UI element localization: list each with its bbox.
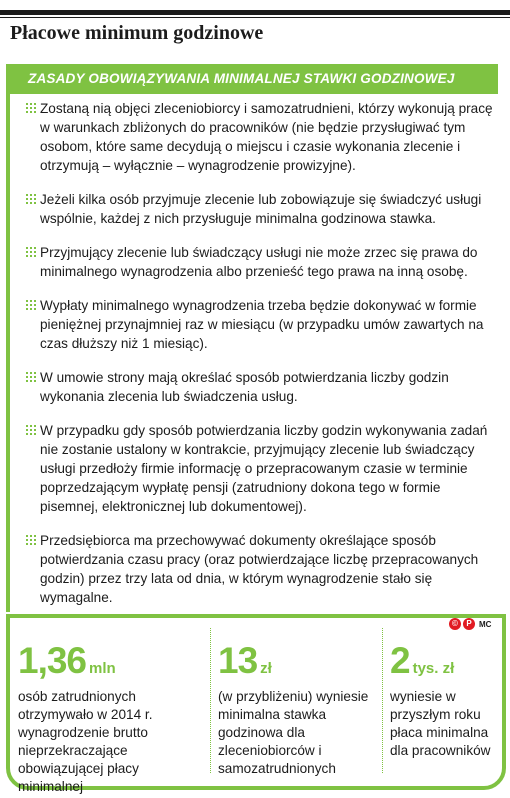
grid-bullet-icon bbox=[26, 300, 36, 310]
grid-bullet-icon bbox=[26, 103, 36, 113]
rule-item bbox=[26, 531, 496, 607]
rule-text: Przyjmujący zlecenie lub świadczący usługi nie może zrzec się prawa do minimalnego wynagrodzenia albo przenieść tego prawa na inną osobę. bbox=[40, 245, 478, 279]
stat-description: osób zatrudnionych otrzymywało w 2014 r. wynagrodzenie brutto nieprzekraczające obowiązującej płacy minimalnej bbox=[18, 689, 153, 794]
stat-unit: mln bbox=[89, 660, 116, 677]
grid-bullet-icon bbox=[26, 425, 36, 435]
rule-item bbox=[26, 296, 496, 353]
stat-number: 13 bbox=[218, 640, 258, 681]
rule-item bbox=[26, 421, 496, 516]
rule-text: Przedsiębiorca ma przechowywać dokumenty określające sposób potwierdzania czasu pracy (oraz potwierdzające liczbę przepracowanych godzin) przez trzy lata od dnia, w którym wynagrodzenie stało się wymagalne. bbox=[40, 533, 479, 605]
rule-text: Jeżeli kilka osób przyjmuje zlecenie lub zobowiązuje się świadczyć usługi wspólnie, każdej z nich przysługuje minimalna godzinowa stawka. bbox=[40, 192, 482, 226]
page-title: Płacowe minimum godzinowe bbox=[10, 22, 264, 44]
stat-hourly-rate bbox=[218, 618, 378, 786]
grid-bullet-icon bbox=[26, 372, 36, 382]
stat-value bbox=[390, 640, 454, 682]
rule-item bbox=[26, 190, 496, 228]
logo-text: MC bbox=[479, 619, 492, 629]
stat-unit: tys. zł bbox=[412, 660, 455, 677]
grid-bullet-icon bbox=[26, 535, 36, 545]
rule-item bbox=[26, 368, 496, 406]
rule-text: Zostaną nią objęci zleceniobiorcy i samozatrudnieni, którzy wykonują pracę w warunkach zbliżonych do pracowników (nie będzie przysługiwać tym osobom, które same decydują o miejscu i czasie wykonania zlecenie i otrzymują – wyłącznie – wynagrodzenie prowizyjne). bbox=[40, 101, 493, 173]
stat-description: (w przybliżeniu) wyniesie minimalna stawka godzinowa dla zleceniobiorców i samozatrudnionych bbox=[218, 689, 369, 776]
stat-value bbox=[18, 640, 116, 682]
stat-number: 1,36 bbox=[18, 640, 87, 681]
stat-number: 2 bbox=[390, 640, 410, 681]
stat-value bbox=[218, 640, 272, 682]
stat-unit: zł bbox=[260, 660, 272, 677]
stat-description: wyniesie w przyszłym roku płaca minimalna dla pracowników bbox=[390, 689, 491, 758]
stats-box bbox=[6, 614, 506, 794]
stat-workers bbox=[18, 618, 206, 794]
rule-text: Wypłaty minimalnego wynagrodzenia trzeba będzie dokonywać w formie pieniężnej przynajmniej raz w miesiącu (w przypadku umów zawartych na czas dłuższy niż 1 miesiąc). bbox=[40, 298, 484, 351]
stat-divider bbox=[210, 628, 211, 773]
rules-band-heading: ZASADY OBOWIĄZYWANIA MINIMALNEJ STAWKI GODZINOWEJ bbox=[10, 64, 498, 94]
rules-list bbox=[26, 99, 496, 622]
top-rule bbox=[0, 10, 510, 15]
rule-text: W przypadku gdy sposób potwierdzania liczby godzin wykonywania zadań nie zostanie ustalony w kontrakcie, przyjmujący zlecenie lub świadczący usługi przedłoży firmie informację o przepracowanym czasie w terminie poprzedzającym wypłatę pensji (zatrudniony dokona tego w formie pisemnej, elektronicznej lub dokumentowej). bbox=[40, 423, 488, 514]
grid-bullet-icon bbox=[26, 247, 36, 257]
stat-minimum-wage bbox=[390, 618, 498, 786]
rule-text: W umowie strony mają określać sposób potwierdzania liczby godzin wykonania zlecenia lub świadczenia usług. bbox=[40, 370, 449, 404]
logo-p-icon: P bbox=[463, 618, 475, 630]
grid-bullet-icon bbox=[26, 194, 36, 204]
stat-divider bbox=[382, 628, 383, 773]
rule-item bbox=[26, 99, 496, 175]
top-rule-thin bbox=[0, 17, 510, 18]
rule-item bbox=[26, 243, 496, 281]
logo-circle-icon: © bbox=[449, 618, 461, 630]
rules-box bbox=[6, 64, 506, 612]
